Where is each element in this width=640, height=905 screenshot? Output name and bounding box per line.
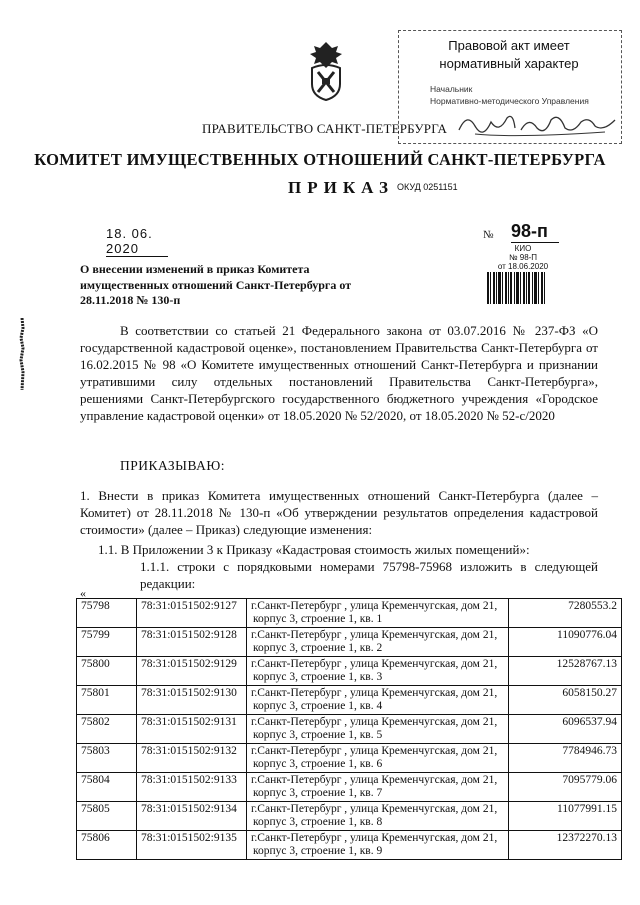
cadastral-number: 78:31:0151502:9129 [137, 657, 247, 686]
cadastral-number: 78:31:0151502:9134 [137, 802, 247, 831]
address-cell [247, 715, 509, 744]
address-line-2: корпус 3, строение 1, кв. 5 [253, 729, 383, 741]
address-line-2: корпус 3, строение 1, кв. 8 [253, 816, 383, 828]
table-row [77, 628, 622, 657]
address-line-2: корпус 3, строение 1, кв. 9 [253, 845, 383, 857]
address-line-1: г.Санкт-Петербург , улица Кременчугская, дом 21, [251, 716, 498, 728]
address-cell [247, 744, 509, 773]
address-cell [247, 599, 509, 628]
row-number: 75802 [77, 715, 137, 744]
cadastral-value: 7095779.06 [509, 773, 622, 802]
cadastral-value: 12528767.13 [509, 657, 622, 686]
number-sign: № [483, 229, 494, 241]
table-row [77, 802, 622, 831]
row-number: 75804 [77, 773, 137, 802]
cadastral-number: 78:31:0151502:9135 [137, 831, 247, 860]
address-cell [247, 773, 509, 802]
table-row [77, 744, 622, 773]
row-number: 75801 [77, 686, 137, 715]
address-cell [247, 657, 509, 686]
cadastral-number: 78:31:0151502:9128 [137, 628, 247, 657]
address-line-2: корпус 3, строение 1, кв. 4 [253, 700, 383, 712]
cadastral-value: 12372270.13 [509, 831, 622, 860]
address-line-2: корпус 3, строение 1, кв. 1 [253, 613, 383, 625]
address-line-1: г.Санкт-Петербург , улица Кременчугская, дом 21, [251, 658, 498, 670]
cadastral-number: 78:31:0151502:9133 [137, 773, 247, 802]
address-line-2: корпус 3, строение 1, кв. 6 [253, 758, 383, 770]
row-number: 75799 [77, 628, 137, 657]
item-1-1-paragraph: 1.1. В Приложении 3 к Приказу «Кадастровая стоимость жилых помещений»: [98, 542, 530, 557]
barcode-icon [487, 272, 545, 304]
address-cell [247, 802, 509, 831]
address-line-1: г.Санкт-Петербург , улица Кременчугская, дом 21, [251, 832, 498, 844]
address-line-1: г.Санкт-Петербург , улица Кременчугская, дом 21, [251, 629, 498, 641]
cadastral-number: 78:31:0151502:9127 [137, 599, 247, 628]
registration-stamp [485, 244, 561, 271]
cadastral-value: 6096537.94 [509, 715, 622, 744]
cadastral-value: 7280553.2 [509, 599, 622, 628]
row-number: 75805 [77, 802, 137, 831]
row-number: 75803 [77, 744, 137, 773]
order-date: 18. 06. 2020 [106, 226, 168, 257]
scan-artifact [18, 318, 26, 390]
table-row [77, 657, 622, 686]
address-line-1: г.Санкт-Петербург , улица Кременчугская, дом 21, [251, 600, 498, 612]
address-line-1: г.Санкт-Петербург , улица Кременчугская, дом 21, [251, 687, 498, 699]
handwritten-signature [455, 108, 620, 140]
address-line-1: г.Санкт-Петербург , улица Кременчугская, дом 21, [251, 774, 498, 786]
cadastral-value-table [76, 598, 622, 860]
table-row [77, 686, 622, 715]
cadastral-number: 78:31:0151502:9130 [137, 686, 247, 715]
stamp-line-2: нормативный характер [439, 56, 579, 71]
opening-quote: « [80, 586, 86, 600]
item-1-1-1-paragraph: 1.1.1. строки с порядковыми номерами 75798-75968 изложить в следующей редакции: [140, 559, 598, 591]
registration-line-3: от 18.06.2020 [497, 262, 549, 271]
order-number: 98-п [511, 221, 559, 243]
table-row [77, 773, 622, 802]
document-type-title: ПРИКАЗ [288, 178, 394, 197]
stamp-line-4: Нормативно-методического Управления [430, 96, 589, 106]
cadastral-value: 6058150.27 [509, 686, 622, 715]
government-title: ПРАВИТЕЛЬСТВО САНКТ-ПЕТЕРБУРГА [202, 121, 448, 136]
order-subject: О внесении изменений в приказ Комитета имущественных отношений Санкт-Петербурга от 28.11.2018 № 130-п [80, 262, 352, 307]
table-row [77, 599, 622, 628]
address-cell [247, 686, 509, 715]
cadastral-number: 78:31:0151502:9131 [137, 715, 247, 744]
coat-of-arms-icon [302, 40, 350, 102]
stamp-line-1: Правовой акт имеет [448, 38, 570, 53]
order-word: ПРИКАЗЫВАЮ: [120, 458, 225, 473]
table-row [77, 715, 622, 744]
committee-title: КОМИТЕТ ИМУЩЕСТВЕННЫХ ОТНОШЕНИЙ САНКТ-ПЕТЕРБУРГА [34, 150, 606, 169]
address-cell [247, 831, 509, 860]
stamp-line-3: Начальник [430, 84, 473, 94]
address-line-2: корпус 3, строение 1, кв. 3 [253, 671, 383, 683]
cadastral-value: 11077991.15 [509, 802, 622, 831]
address-line-2: корпус 3, строение 1, кв. 7 [253, 787, 383, 799]
row-number: 75800 [77, 657, 137, 686]
row-number: 75806 [77, 831, 137, 860]
okud-code: ОКУД 0251151 [397, 182, 458, 192]
cadastral-number: 78:31:0151502:9132 [137, 744, 247, 773]
item-1-paragraph: 1. Внести в приказ Комитета имущественных отношений Санкт-Петербурга (далее – Комитет) от 28.11.2018 № 130-п «Об утверждении результатов определения кадастровой стоимости» (далее – Приказ) следующие изменения: [80, 488, 598, 537]
address-line-1: г.Санкт-Петербург , улица Кременчугская, дом 21, [251, 803, 498, 815]
address-cell [247, 628, 509, 657]
row-number: 75798 [77, 599, 137, 628]
preamble-paragraph: В соответствии со статьей 21 Федерального закона от 03.07.2016 № 237-ФЗ «О государственной кадастровой оценке», постановлением Правительства Санкт-Петербурга от 16.02.2015 № 98 «О Комитете имущественных отношений Санкт-Петербурга и признании утратившими силу отдельных постановлений Правительства Санкт-Петербурга», решениями Санкт-Петербургского государственного бюджетного учреждения «Городское управление кадастровой оценки» от 18.05.2020 № 52/2020, от 18.05.2020 № 52-с/2020 [80, 323, 598, 423]
registration-line-1: КИО [514, 244, 532, 253]
registration-line-2: № 98-П [508, 253, 538, 262]
table-row [77, 831, 622, 860]
address-line-1: г.Санкт-Петербург , улица Кременчугская, дом 21, [251, 745, 498, 757]
cadastral-value: 11090776.04 [509, 628, 622, 657]
address-line-2: корпус 3, строение 1, кв. 2 [253, 642, 383, 654]
cadastral-value: 7784946.73 [509, 744, 622, 773]
